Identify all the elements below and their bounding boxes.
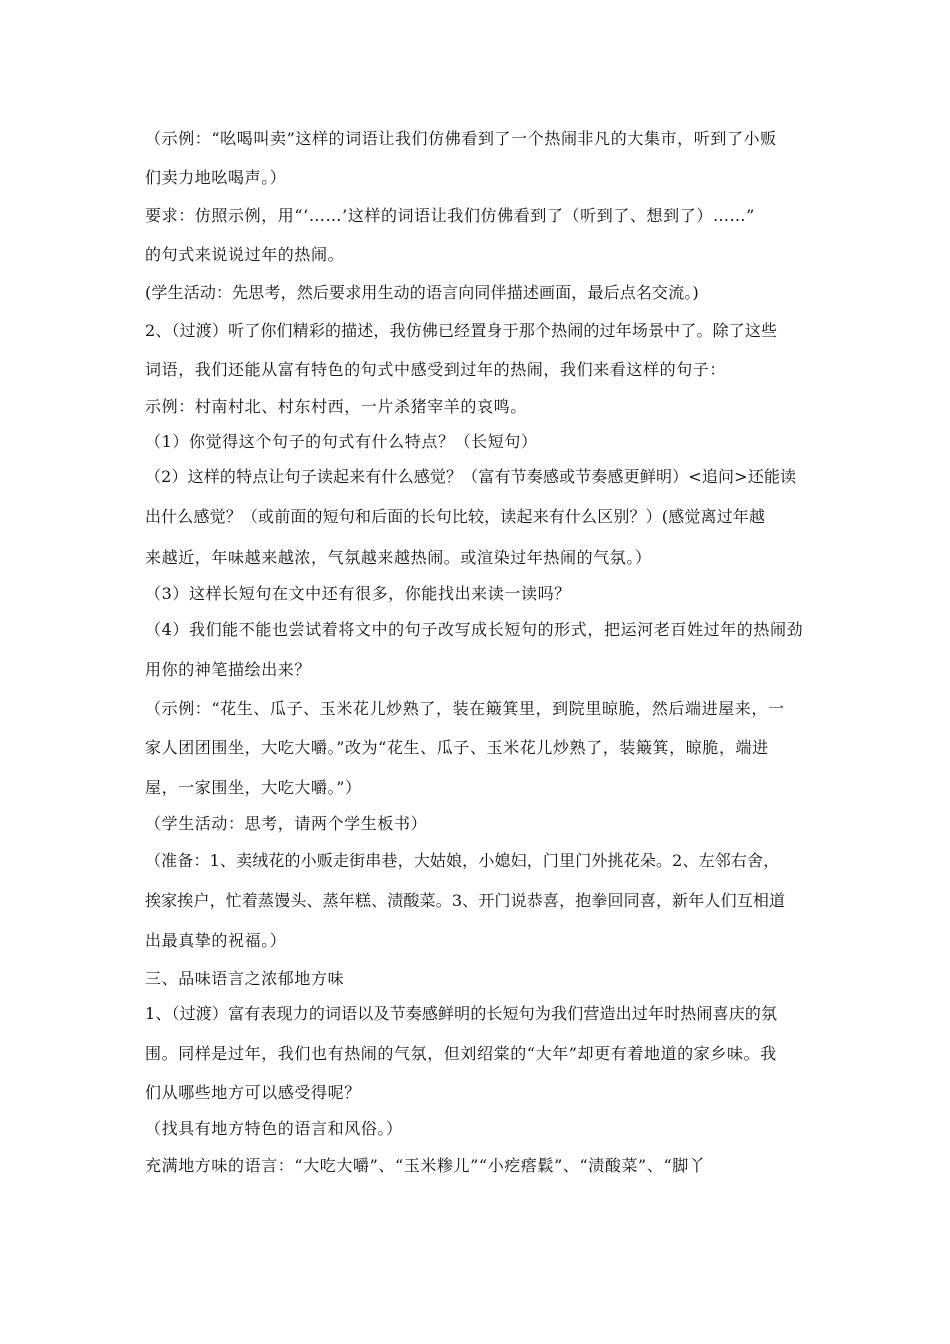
text-line: 围。同样是过年，我们也有热闹的气氛，但刘绍棠的“大年”却更有着地道的家乡味。我: [145, 1044, 777, 1063]
text-line: （4）我们能不能也尝试着将文中的句子改写成长短句的形式，把运河老百姓过年的热闹劲: [145, 620, 804, 639]
text-line: 们卖力地吆喝声。）: [145, 168, 287, 187]
text-line: （示例：“花生、瓜子、玉米花儿炒熟了，装在簸箕里，到院里晾脆，然后端进屋来，一: [145, 699, 785, 718]
text-line: 用你的神笔描绘出来？: [145, 660, 312, 679]
text-line: （找具有地方特色的语言和风俗。）: [145, 1119, 403, 1138]
text-line: 充满地方味的语言：“大吃大嚼”、“玉米糁儿”“小疙瘩鬏”、“渍酸菜”、“脚丫: [145, 1156, 706, 1175]
text-line: 1、（过渡）富有表现力的词语以及节奏感鲜明的长短句为我们营造出过年时热闹喜庆的氛: [145, 1004, 778, 1023]
text-line: 家人团团围坐，大吃大嚼。”改为“花生、瓜子、玉米花儿炒熟了，装簸箕，晾脆，端进: [145, 738, 769, 757]
text-line: （示例：“吆喝叫卖”这样的词语让我们仿佛看到了一个热闹非凡的大集市，听到了小贩: [145, 129, 777, 148]
text-line: 词语，我们还能从富有特色的句式中感受到过年的热闹，我们来看这样的句子：: [145, 360, 727, 379]
text-line: （准备：1、卖绒花的小贩走街串巷，大姑娘，小媳妇，门里门外挑花朵。2、左邻右舍，: [145, 851, 780, 870]
text-line: 的句式来说说过年的热闹。: [145, 245, 345, 264]
text-line: （学生活动：思考，请两个学生板书）: [145, 814, 428, 833]
text-line: （2）这样的特点让句子读起来有什么感觉？（富有节奏感或节奏感更鲜明）<追问>还能读: [145, 467, 797, 486]
text-line: (学生活动：先思考，然后要求用生动的语言向同伴描述画面，最后点名交流。): [145, 283, 699, 302]
text-line: （3）这样长短句在文中还有很多，你能找出来读一读吗？: [145, 584, 571, 603]
text-line: 出最真挚的祝福。）: [145, 931, 287, 950]
text-line: 挨家挨户，忙着蒸馒头、蒸年糕、渍酸菜。3、开门说恭喜，抱拳回同喜，新年人们互相道: [145, 891, 786, 910]
text-line: 示例：村南村北、村东村西，一片杀猪宰羊的哀鸣。: [145, 397, 527, 416]
text-line: 2、（过渡）听了你们精彩的描述，我仿佛已经置身于那个热闹的过年场景中了。除了这些: [145, 321, 778, 340]
text-line: 来越近，年味越来越浓，气氛越来越热闹。或渲染过年热闹的气氛。）: [145, 548, 652, 567]
text-line: （1）你觉得这个句子的句式有什么特点？（长短句）: [145, 432, 538, 451]
text-line: 们从哪些地方可以感受得呢？: [145, 1083, 361, 1102]
text-line: 出什么感觉？（或前面的短句和后面的长句比较，读起来有什么区别？）(感觉离过年越: [145, 507, 766, 526]
text-line: 要求：仿照示例，用“‘……’这样的词语让我们仿佛看到了（听到了、想到了）……”: [145, 206, 755, 225]
text-line: 屋，一家围坐，大吃大嚼。”）: [145, 778, 362, 797]
section-heading: 三、品味语言之浓郁地方味: [145, 969, 345, 988]
